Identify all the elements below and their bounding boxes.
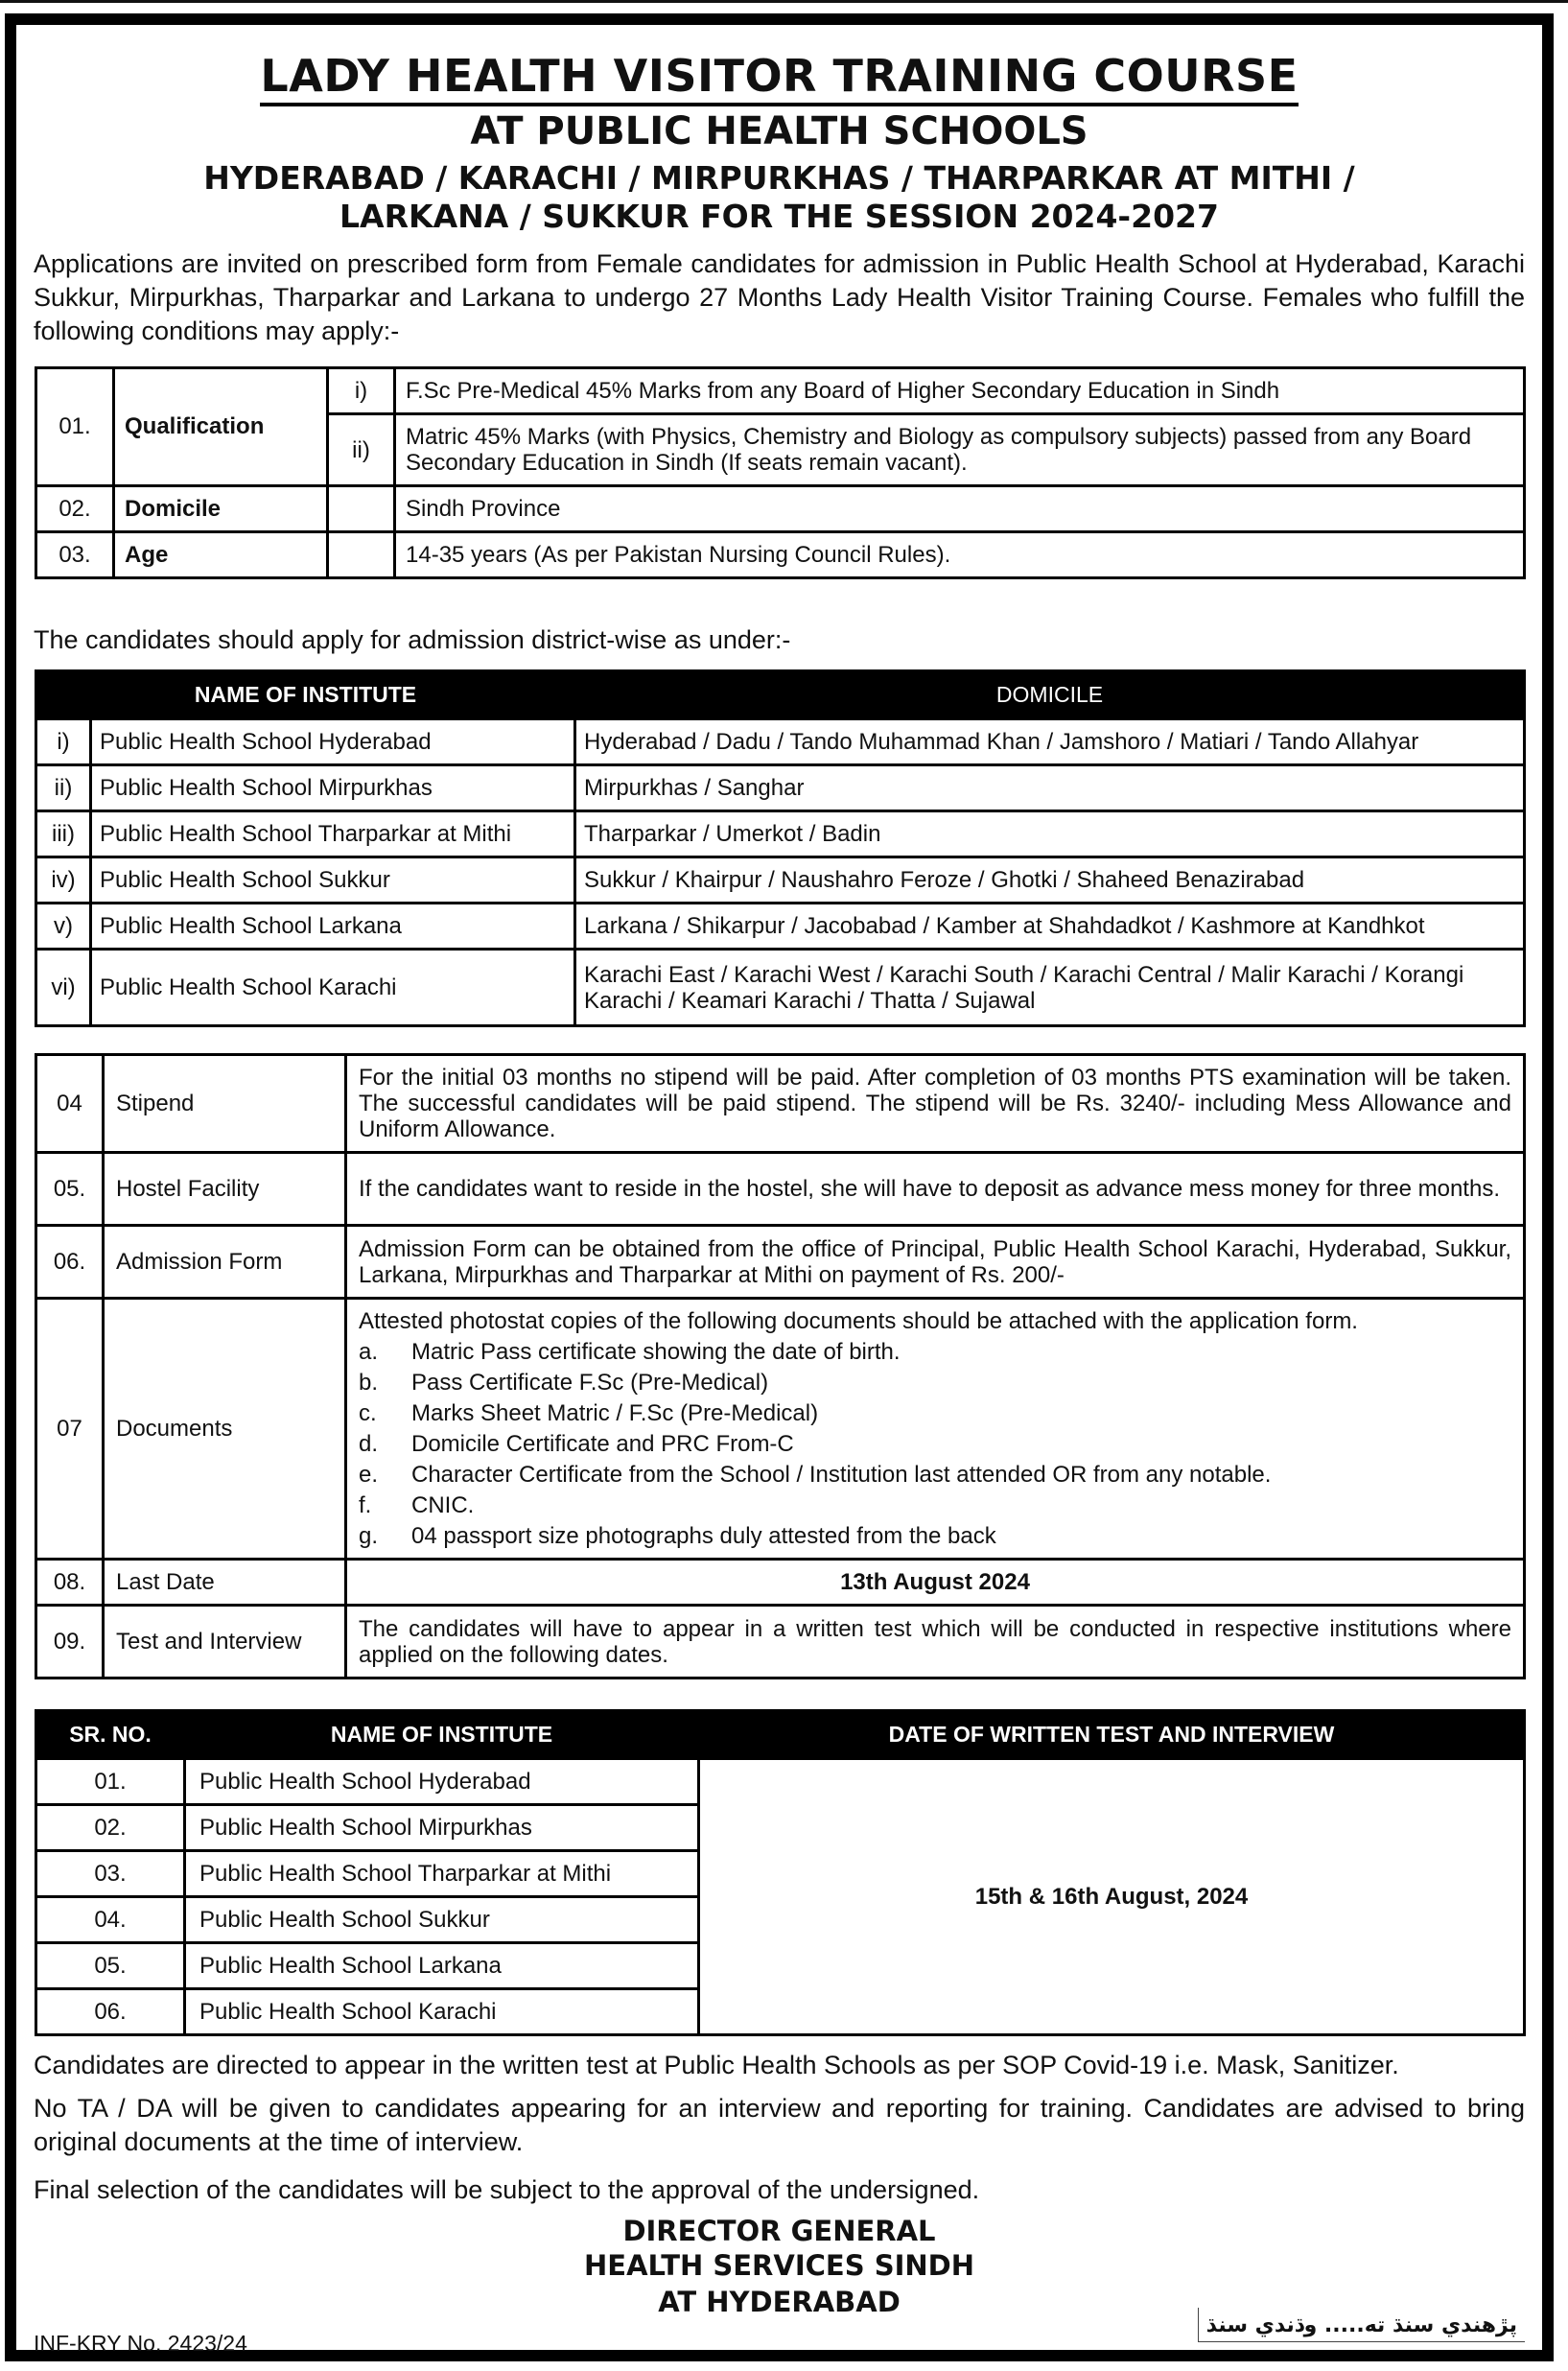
row-number: iii) <box>36 811 91 857</box>
table-row <box>36 811 1525 857</box>
institute-name: Public Health School Tharparkar at Mithi <box>185 1851 699 1897</box>
item-marker: d. <box>359 1430 379 1457</box>
row-number: 04 <box>36 1055 104 1153</box>
district-table <box>35 669 1526 1027</box>
test-date: 15th & 16th August, 2024 <box>699 1759 1525 2035</box>
row-label: Age <box>114 532 328 578</box>
row-label: Stipend <box>104 1055 346 1153</box>
signature-line-1: DIRECTOR GENERAL <box>622 2215 936 2247</box>
title-line-3: HYDERABAD / KARACHI / MIRPURKHAS / THARPARKAR AT MITHI / <box>203 159 1355 197</box>
institute-name: Public Health School Larkana <box>185 1943 699 1989</box>
institute-name: Public Health School Tharparkar at Mithi <box>91 811 575 857</box>
table-row <box>36 368 1525 414</box>
test-interview-text: The candidates will have to appear in a written test which will be conducted in respective institutions where applied on the following dates. <box>346 1606 1525 1678</box>
row-number: 04. <box>36 1897 185 1943</box>
row-number: i) <box>36 719 91 765</box>
table-row <box>36 1055 1525 1153</box>
table-row <box>36 1560 1525 1606</box>
row-number: 05. <box>36 1153 104 1226</box>
top-rule <box>0 0 1568 3</box>
column-header-domicile: DOMICILE <box>575 671 1525 719</box>
row-label: Domicile <box>114 486 328 532</box>
table-row <box>36 532 1525 578</box>
table-header-row <box>36 671 1525 719</box>
list-item <box>359 1368 1511 1398</box>
main-title: LADY HEALTH VISITOR TRAINING COURSE <box>260 50 1298 106</box>
documents-cell <box>346 1299 1525 1560</box>
row-label: Admission Form <box>104 1226 346 1299</box>
item-text: Character Certificate from the School / Institution last attended OR from any notable. <box>411 1461 1272 1488</box>
item-marker: ii) <box>328 414 395 486</box>
table-header-row <box>36 1711 1525 1759</box>
row-number: 01. <box>36 1759 185 1805</box>
row-number: 09. <box>36 1606 104 1678</box>
item-marker: g. <box>359 1522 379 1549</box>
table-row <box>36 1153 1525 1226</box>
intro-paragraph: Applications are invited on prescribed form from Female candidates for admission in Public Health School at Hyderabad, Karachi Sukkur, Mirpurkhas, Tharparkar and Larkana to undergo 27 Months Lady Health Visitor Training Course. Females who fulfill the following conditions may apply:- <box>34 249 1525 345</box>
details-table <box>35 1053 1526 1679</box>
table-row <box>36 765 1525 811</box>
advertisement-frame <box>5 13 1554 2361</box>
list-item <box>359 1429 1511 1460</box>
item-marker <box>328 486 395 532</box>
advertisement-content <box>16 25 1542 2356</box>
domicile-list: Mirpurkhas / Sanghar <box>575 765 1525 811</box>
row-number: v) <box>36 904 91 950</box>
title-line-4: LARKANA / SUKKUR FOR THE SESSION 2024-2027 <box>339 198 1219 235</box>
stipend-text: For the initial 03 months no stipend will be paid. After completion of 03 months PTS examination will be taken. The successful candidates will be paid stipend. The stipend will be Rs. 3240/- including Mess Allowance and Uniform Allowance. <box>346 1055 1525 1153</box>
row-number: 05. <box>36 1943 185 1989</box>
row-label: Hostel Facility <box>104 1153 346 1226</box>
covid-note: Candidates are directed to appear in the written test at Public Health Schools as per SOP Covid-19 i.e. Mask, Sanitizer. <box>34 2051 1399 2079</box>
documents-intro: Attested photostat copies of the following documents should be attached with the application form. <box>359 1307 1358 1334</box>
title-line-2: AT PUBLIC HEALTH SCHOOLS <box>470 109 1088 153</box>
item-text: F.Sc Pre-Medical 45% Marks from any Board of Higher Secondary Education in Sindh <box>395 368 1525 414</box>
item-marker: c. <box>359 1399 377 1426</box>
table-row <box>36 1759 1525 1805</box>
institute-name: Public Health School Karachi <box>91 950 575 1026</box>
item-marker: a. <box>359 1338 379 1365</box>
table-row <box>36 950 1525 1026</box>
table-row <box>36 1226 1525 1299</box>
table-row <box>36 1299 1525 1560</box>
row-number: 03. <box>36 1851 185 1897</box>
row-number: 08. <box>36 1560 104 1606</box>
documents-list <box>359 1337 1511 1552</box>
item-text: Matric 45% Marks (with Physics, Chemistry and Biology as compulsory subjects) passed from any Board Secondary Education in Sindh (If seats remain vacant). <box>395 414 1525 486</box>
list-item <box>359 1521 1511 1552</box>
signature-line-2: HEALTH SERVICES SINDH <box>584 2249 974 2282</box>
row-number: 01. <box>36 368 114 486</box>
institute-name: Public Health School Sukkur <box>91 857 575 904</box>
test-schedule-table <box>35 1709 1526 2036</box>
item-marker: i) <box>328 368 395 414</box>
row-label: Documents <box>104 1299 346 1560</box>
row-number: vi) <box>36 950 91 1026</box>
row-label: Qualification <box>114 368 328 486</box>
list-item <box>359 1491 1511 1521</box>
institute-name: Public Health School Hyderabad <box>91 719 575 765</box>
item-marker <box>328 532 395 578</box>
table-row <box>36 719 1525 765</box>
institute-name: Public Health School Sukkur <box>185 1897 699 1943</box>
institute-name: Public Health School Larkana <box>91 904 575 950</box>
item-text: Domicile Certificate and PRC From-C <box>411 1430 794 1457</box>
signature-line-3: AT HYDERABAD <box>658 2286 901 2318</box>
column-header-date: DATE OF WRITTEN TEST AND INTERVIEW <box>699 1711 1525 1759</box>
district-intro: The candidates should apply for admission district-wise as under:- <box>34 625 791 654</box>
row-number: ii) <box>36 765 91 811</box>
ta-da-note: No TA / DA will be given to candidates appearing for an interview and reporting for training. Candidates are advised to bring original documents at the time of interview. <box>34 2094 1525 2156</box>
row-number: 06. <box>36 1989 185 2035</box>
item-marker: e. <box>359 1461 379 1488</box>
list-item <box>359 1398 1511 1429</box>
institute-name: Public Health School Mirpurkhas <box>185 1805 699 1851</box>
title-line-1 <box>16 50 1542 102</box>
item-marker: b. <box>359 1369 379 1396</box>
final-selection-note: Final selection of the candidates will be subject to the approval of the undersigned. <box>34 2175 980 2204</box>
institute-name: Public Health School Karachi <box>185 1989 699 2035</box>
row-number: 07 <box>36 1299 104 1560</box>
institute-name: Public Health School Hyderabad <box>185 1759 699 1805</box>
row-label: Test and Interview <box>104 1606 346 1678</box>
sindhi-slogan: پڙهندي سنڌ ته..... وڌندي سنڌ <box>1198 2308 1525 2342</box>
list-item <box>359 1337 1511 1368</box>
row-number: 06. <box>36 1226 104 1299</box>
reference-number: INF-KRY No. 2423/24 <box>34 2331 247 2356</box>
column-header-institute: NAME OF INSTITUTE <box>36 671 575 719</box>
item-marker: f. <box>359 1491 372 1518</box>
row-number: 03. <box>36 532 114 578</box>
item-text: Pass Certificate F.Sc (Pre-Medical) <box>411 1369 769 1396</box>
domicile-list: Sukkur / Khairpur / Naushahro Feroze / Ghotki / Shaheed Benazirabad <box>575 857 1525 904</box>
conditions-table <box>35 366 1526 579</box>
column-header-sr-no: SR. NO. <box>36 1711 185 1759</box>
institute-name: Public Health School Mirpurkhas <box>91 765 575 811</box>
item-text: Sindh Province <box>395 486 1525 532</box>
list-item <box>359 1460 1511 1491</box>
row-number: iv) <box>36 857 91 904</box>
item-text: Marks Sheet Matric / F.Sc (Pre-Medical) <box>411 1399 819 1426</box>
last-date-value: 13th August 2024 <box>346 1560 1525 1606</box>
table-row <box>36 857 1525 904</box>
item-text: 04 passport size photographs duly attested from the back <box>411 1522 996 1549</box>
domicile-list: Karachi East / Karachi West / Karachi South / Karachi Central / Malir Karachi / Korangi Karachi / Keamari Karachi / Thatta / Sujawal <box>575 950 1525 1026</box>
admission-form-text: Admission Form can be obtained from the office of Principal, Public Health School Karachi, Hyderabad, Sukkur, Larkana, Mirpurkhas and Tharparkar at Mithi on payment of Rs. 200/- <box>346 1226 1525 1299</box>
row-number: 02. <box>36 486 114 532</box>
row-number: 02. <box>36 1805 185 1851</box>
table-row <box>36 904 1525 950</box>
domicile-list: Hyderabad / Dadu / Tando Muhammad Khan / Jamshoro / Matiari / Tando Allahyar <box>575 719 1525 765</box>
domicile-list: Tharparkar / Umerkot / Badin <box>575 811 1525 857</box>
table-row <box>36 486 1525 532</box>
row-label: Last Date <box>104 1560 346 1606</box>
item-text: 14-35 years (As per Pakistan Nursing Council Rules). <box>395 532 1525 578</box>
domicile-list: Larkana / Shikarpur / Jacobabad / Kamber at Shahdadkot / Kashmore at Kandhkot <box>575 904 1525 950</box>
column-header-institute: NAME OF INSTITUTE <box>185 1711 699 1759</box>
item-text: CNIC. <box>411 1491 475 1518</box>
hostel-text: If the candidates want to reside in the hostel, she will have to deposit as advance mess money for three months. <box>346 1153 1525 1226</box>
table-row <box>36 1606 1525 1678</box>
item-text: Matric Pass certificate showing the date of birth. <box>411 1338 901 1365</box>
